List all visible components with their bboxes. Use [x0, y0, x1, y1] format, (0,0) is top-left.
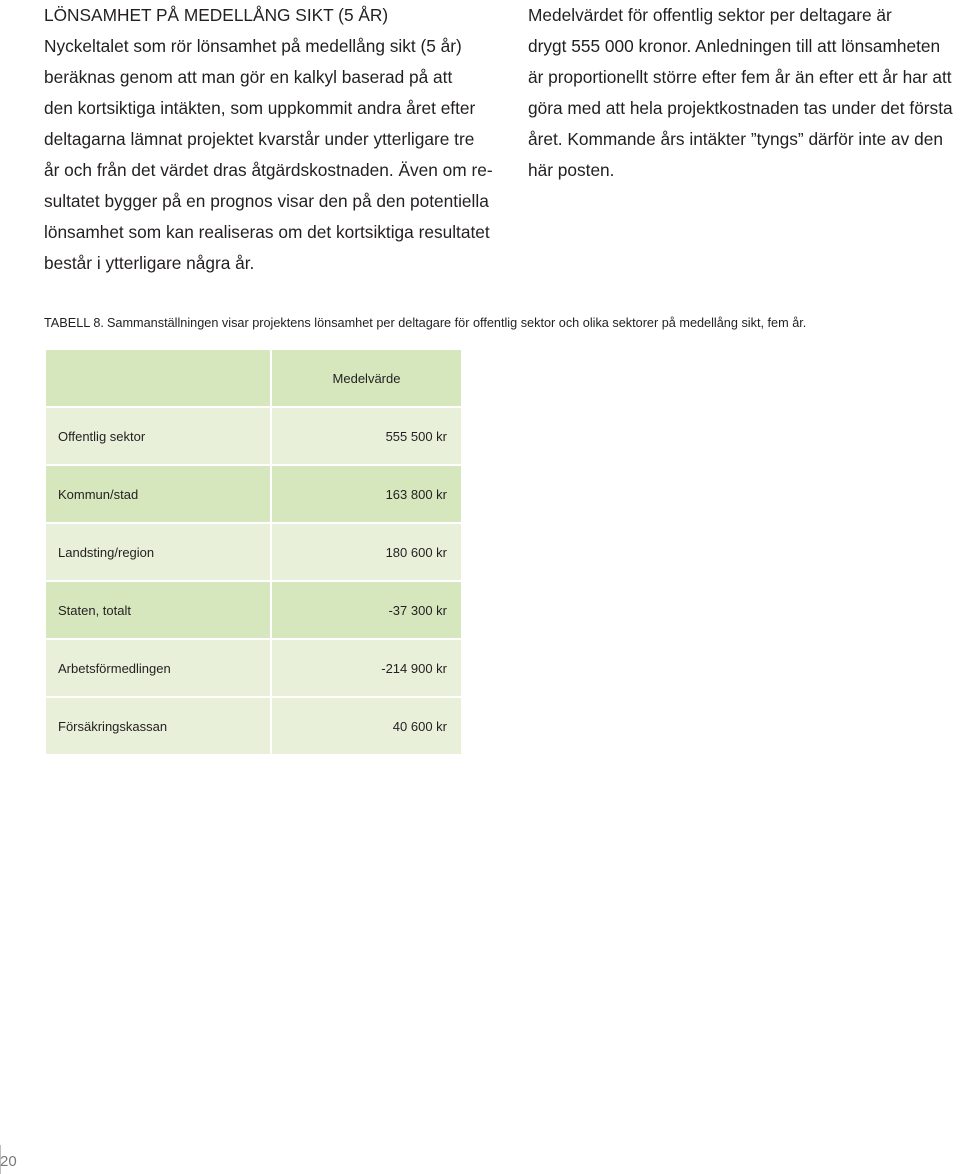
left-line: sultatet bygger på en prognos visar den på den potentiella: [44, 191, 489, 211]
row-label: Offentlig sektor: [46, 408, 270, 464]
row-label: Försäkringskassan: [46, 698, 270, 754]
table-caption: [44, 313, 944, 333]
page-number: 20: [0, 1153, 17, 1170]
row-label: Kommun/stad: [46, 466, 270, 522]
left-column: [44, 0, 506, 279]
right-paragraph: [528, 0, 960, 186]
table-caption-text: Sammanställningen visar projektens lönsamhet per deltagare för offentlig sektor och olika sektorer på medellång sikt, fem år.: [106, 316, 807, 330]
profitability-table: [44, 348, 463, 756]
left-line: Nyckeltalet som rör lönsamhet på medellång sikt (5 år): [44, 36, 462, 56]
right-line: här posten.: [528, 160, 615, 180]
row-value: -214 900 kr: [272, 640, 461, 696]
left-line: består i ytterligare några år.: [44, 253, 255, 273]
row-label: Staten, totalt: [46, 582, 270, 638]
right-line: året. Kommande års intäkter ”tyngs” därför inte av den: [528, 129, 943, 149]
table-row: [46, 640, 461, 696]
table-header-empty-cell: [46, 350, 270, 406]
table-row: [46, 698, 461, 754]
section-heading: LÖNSAMHET PÅ MEDELLÅNG SIKT (5 ÅR): [44, 5, 389, 25]
table-header-row: [46, 350, 461, 406]
left-line: beräknas genom att man gör en kalkyl baserad på att: [44, 67, 453, 87]
left-paragraph: [44, 31, 506, 279]
row-value: 555 500 kr: [272, 408, 461, 464]
left-line: lönsamhet som kan realiseras om det kortsiktiga resultatet: [44, 222, 490, 242]
right-column: [528, 0, 960, 186]
row-value: -37 300 kr: [272, 582, 461, 638]
table-caption-label: TABELL 8.: [44, 316, 104, 330]
left-line: deltagarna lämnat projektet kvarstår under ytterligare tre: [44, 129, 475, 149]
table-header-average: Medelvärde: [272, 350, 461, 406]
row-label: Landsting/region: [46, 524, 270, 580]
right-line: är proportionellt större efter fem år än efter ett år har att: [528, 67, 952, 87]
right-line: drygt 555 000 kronor. Anledningen till att lönsamheten: [528, 36, 941, 56]
table-row: [46, 408, 461, 464]
left-line: år och från det värdet dras åtgärdskostnaden. Även om re-: [44, 160, 493, 180]
row-value: 40 600 kr: [272, 698, 461, 754]
right-line: göra med att hela projektkostnaden tas under det första: [528, 98, 953, 118]
left-line: den kortsiktiga intäkten, som uppkommit andra året efter: [44, 98, 476, 118]
table-row: [46, 582, 461, 638]
row-value: 163 800 kr: [272, 466, 461, 522]
row-value: 180 600 kr: [272, 524, 461, 580]
row-label: Arbetsförmedlingen: [46, 640, 270, 696]
table-row: [46, 524, 461, 580]
table-row: [46, 466, 461, 522]
right-line: Medelvärdet för offentlig sektor per deltagare är: [528, 5, 892, 25]
